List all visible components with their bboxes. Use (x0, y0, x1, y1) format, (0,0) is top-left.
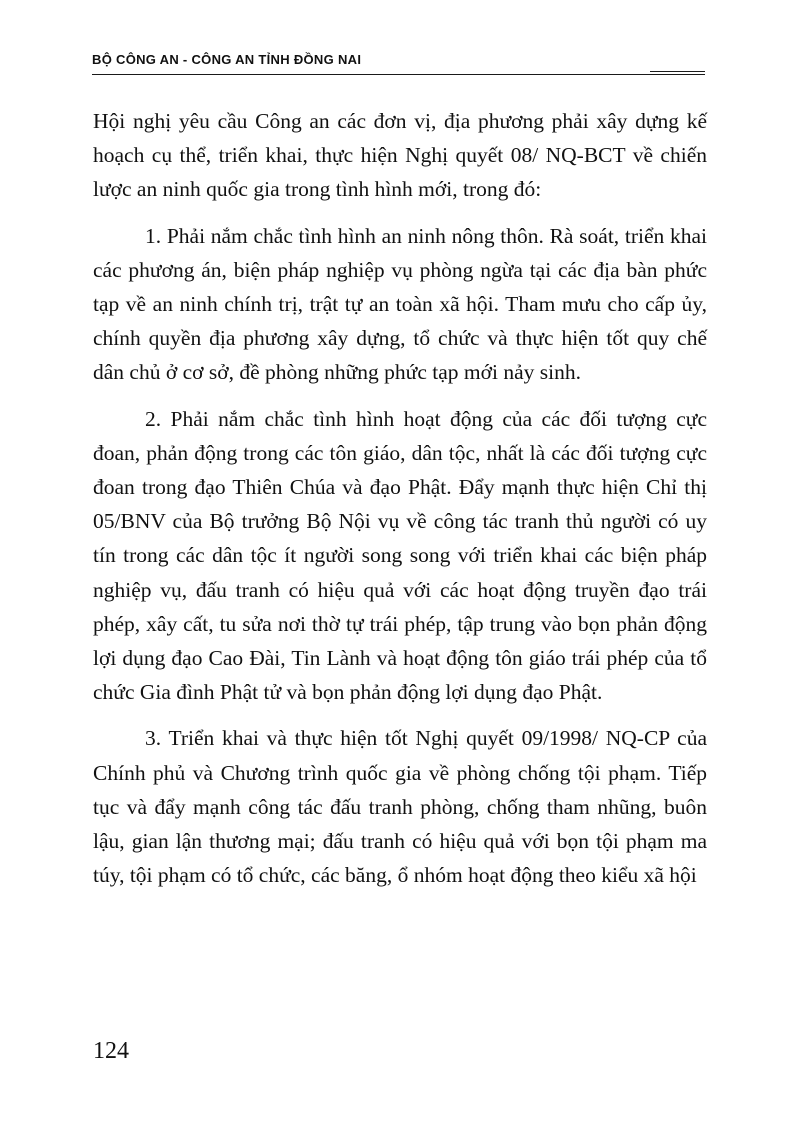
paragraph-item-1: 1. Phải nắm chắc tình hình an ninh nông thôn. Rà soát, triển khai các phương án, biện pháp nghiệp vụ phòng ngừa tại các địa bàn phức tạp về an ninh chính trị, trật tự an toàn xã hội. Tham mưu cho cấp ủy, chính quyền địa phương xây dựng, tổ chức và thực hiện tốt quy chế dân chủ ở cơ sở, đề phòng những phức tạp mới nảy sinh. (93, 223, 707, 385)
paragraph-item-2: 2. Phải nắm chắc tình hình hoạt động của các đối tượng cực đoan, phản động trong các tôn giáo, dân tộc, nhất là các đối tượng cực đoan trong đạo Thiên Chúa và đạo Phật. Đẩy mạnh thực hiện Chỉ thị 05/BNV của Bộ trưởng Bộ Nội vụ về công tác tranh thủ người có uy tín trong các dân tộc ít người song song với triển khai các biện pháp nghiệp vụ, đấu tranh có hiệu quả với các hoạt động truyền đạo trái phép, xây cất, tu sửa nơi thờ tự trái phép, tập trung vào bọn phản động lợi dụng đạo Cao Đài, Tin Lành và hoạt động tôn giáo trái phép của tổ chức Gia đình Phật tử và bọn phản động lợi dụng đạo Phật. (93, 406, 707, 705)
paragraph-item-3: 3. Triển khai và thực hiện tốt Nghị quyết 09/1998/ NQ-CP của Chính phủ và Chương trình quốc gia về phòng chống tội phạm. Tiếp tục và đẩy mạnh công tác đấu tranh phòng, chống tham nhũng, buôn lậu, gian lận thương mại; đấu tranh có hiệu quả với bọn tội phạm ma túy, tội phạm có tổ chức, các băng, ổ nhóm hoạt động theo kiểu xã hội (93, 726, 707, 888)
header-rule-accent (650, 71, 705, 72)
running-header: BỘ CÔNG AN - CÔNG AN TỈNH ĐỒNG NAI (92, 52, 362, 67)
paragraph-intro: Hội nghị yêu cầu Công an các đơn vị, địa phương phải xây dựng kế hoạch cụ thể, triển khai, thực hiện Nghị quyết 08/ NQ-BCT về chiến lược an ninh quốc gia trong tình hình mới, trong đó: (93, 109, 707, 202)
page-number: 124 (93, 1038, 129, 1064)
body-text (93, 104, 707, 892)
header-rule (92, 74, 705, 75)
